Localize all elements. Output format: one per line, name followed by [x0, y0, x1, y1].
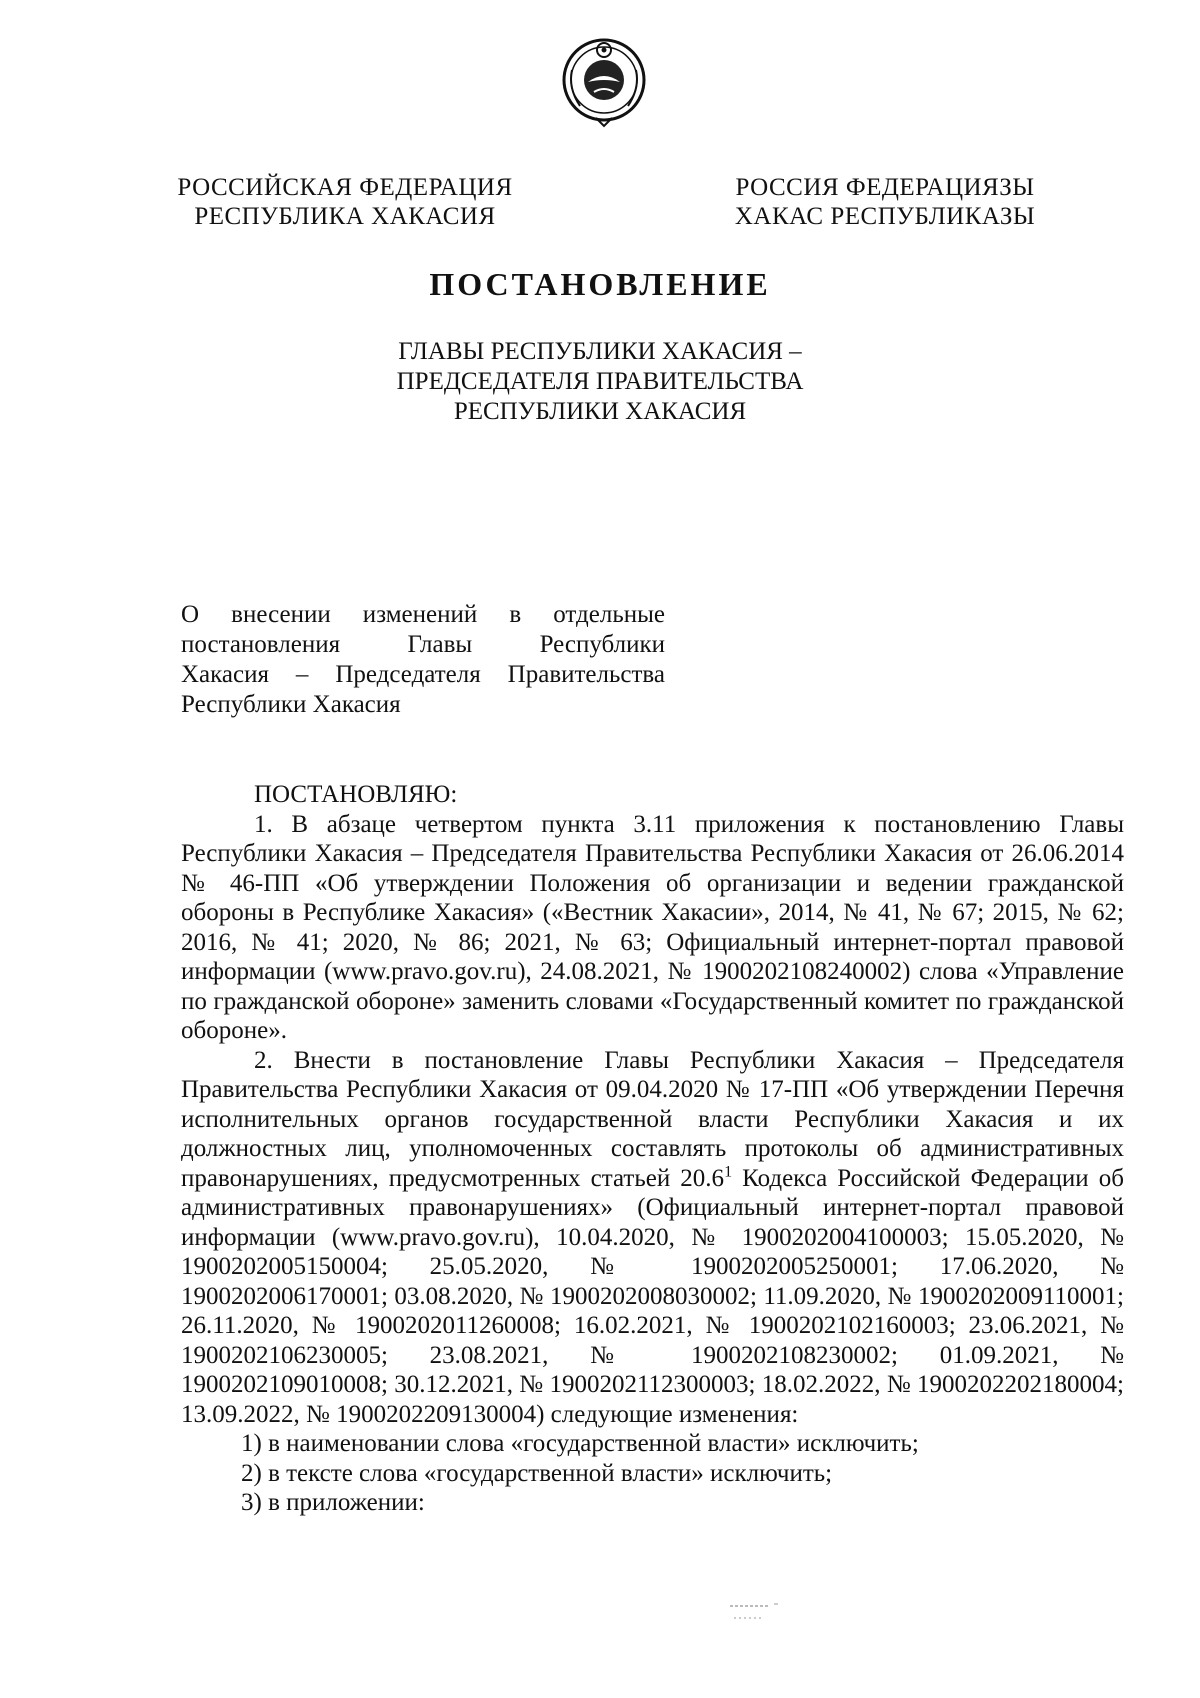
document-body [181, 780, 1124, 1518]
list-item-1: 1) в наименовании слова «государственной власти» исключить; [241, 1430, 919, 1457]
decree-word: ПОСТАНОВЛЯЮ: [254, 781, 458, 808]
subtitle-line1: ГЛАВЫ РЕСПУБЛИКИ ХАКАСИЯ – [398, 338, 802, 365]
paragraph-1: 1. В абзаце четвертом пункта 3.11 приложения к постановлению Главы Республики Хакасия – Председателя Правительства Республики Хакасия от 26.06.2014 № 46-ПП «Об утверждении Положения об организации и ведении гражданской обороны в Республике Хакасия» («Вестник Хакасии», 2014, № 41, № 67; 2015, № 62; 2016, № 41; 2020, № 86; 2021, № 63; Официальный интернет-портал правовой информации (www.pravo.gov.ru), 24.08.2021, № 1900202108240002) слова «Управление по гражданской обороне» заменить словами «Государственный комитет по гражданской обороне». [181, 810, 1124, 1044]
subject-line2: постановления Главы Республики [181, 631, 665, 658]
subtitle-line2: ПРЕДСЕДАТЕЛЯ ПРАВИТЕЛЬСТВА [396, 368, 804, 395]
paragraph-2-superscript: 1 [724, 1163, 733, 1181]
paragraph-2 [181, 1046, 1124, 1430]
document-subtitle [0, 337, 1200, 427]
header-left-line2: РЕСПУБЛИКА ХАКАСИЯ [194, 203, 496, 230]
subject-line1: О внесении изменений в отдельные [181, 601, 665, 628]
subject-line4: Республики Хакасия [181, 691, 401, 718]
coat-of-arms-emblem [560, 30, 648, 130]
subject-line3: Хакасия – Председателя Правительства [181, 661, 665, 688]
header-left-line1: РОССИЙСКАЯ ФЕДЕРАЦИЯ [177, 174, 513, 201]
header-right [720, 173, 1050, 231]
paragraph-2-part-b: Кодекса Российской Федерации об административных правонарушениях» (Официальный интернет-портал правовой информации (www.pravo.gov.ru), 10.04.2020, № 1900202004100003; 15.05.2020, № 1900202005150004; 25.05.2020, № 1900202005250001; 17.06.2020, № 1900202006170001; 03.08.2020, № 1900202008030002; 11.09.2020, № 1900202009110001; 26.11.2020, № 1900202011260008; 16.02.2021, № 1900202102160003; 23.06.2021, № 1900202106230005; 23.08.2021, № 1900202108230002; 01.09.2021, № 1900202109010008; 30.12.2021, № 1900202112300003; 18.02.2022, № 1900202202180004; 13.09.2022, № 1900202209130004) следующие изменения: [181, 1164, 1124, 1428]
paragraph-2-part-a: 2. Внести в постановление Главы Республики Хакасия – Председателя Правительства Республики Хакасия от 09.04.2020 № 17-ПП «Об утверждении Перечня исполнительных органов государственной власти Республики Хакасия и их должностных лиц, уполномоченных составлять протоколы об административных правонарушениях, предусмотренных статьей 20.6 [181, 1046, 1124, 1192]
document-subject [181, 600, 665, 720]
header-left [170, 173, 520, 231]
document-title: ПОСТАНОВЛЕНИЕ [429, 266, 771, 302]
header-right-line1: РОССИЯ ФЕДЕРАЦИЯЗЫ [735, 174, 1035, 201]
list-item-3: 3) в приложении: [241, 1489, 425, 1516]
subtitle-line3: РЕСПУБЛИКИ ХАКАСИЯ [453, 398, 747, 425]
header-right-line2: ХАКАС РЕСПУБЛИКАЗЫ [734, 203, 1036, 230]
list-item-2: 2) в тексте слова «государственной власти» исключить; [241, 1459, 833, 1487]
faint-stamp-mark [728, 1598, 808, 1628]
